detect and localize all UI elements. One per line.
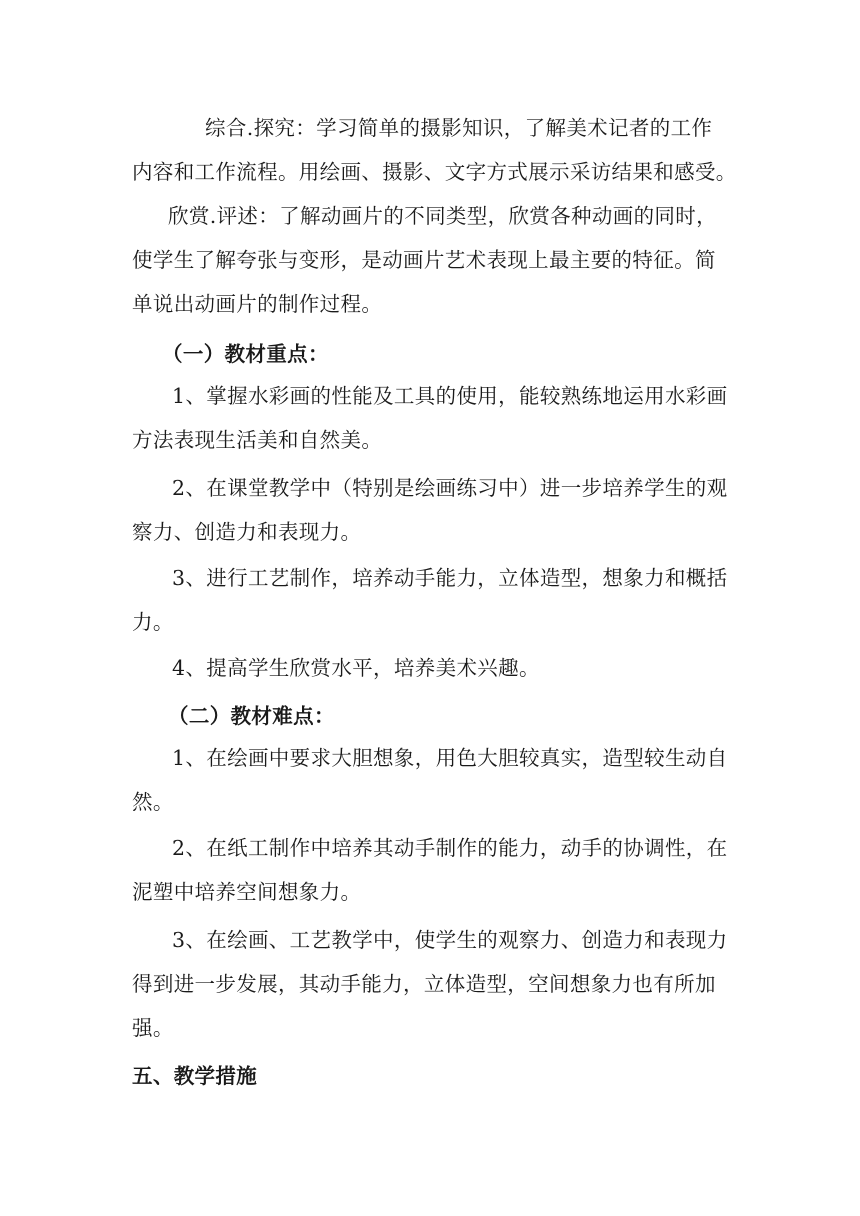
paragraph-line: 力。	[132, 610, 174, 634]
paragraph-line: 单说出动画片的制作过程。	[132, 292, 383, 316]
section-heading: （一）教材重点：	[162, 342, 329, 366]
paragraph-line: 1、掌握水彩画的性能及工具的使用，能较熟练地运用水彩画	[172, 384, 728, 408]
paragraph-line: 1、在绘画中要求大胆想象，用色大胆较真实，造型较生动自	[172, 746, 728, 770]
paragraph-line: 3、进行工艺制作，培养动手能力，立体造型，想象力和概括	[172, 566, 728, 590]
paragraph-line: 强。	[132, 1016, 174, 1040]
paragraph-line: 泥塑中培养空间想象力。	[132, 880, 362, 904]
paragraph-line: 得到进一步发展，其动手能力，立体造型，空间想象力也有所加	[132, 972, 716, 996]
section-heading: 五、教学措施	[132, 1064, 258, 1088]
paragraph-line: 察力、创造力和表现力。	[132, 520, 362, 544]
paragraph-line: 3、在绘画、工艺教学中，使学生的观察力、创造力和表现力	[172, 928, 728, 952]
paragraph-line: 2、在纸工制作中培养其动手制作的能力，动手的协调性，在	[172, 836, 728, 860]
paragraph-line: 欣赏.评述：了解动画片的不同类型，欣赏各种动画的同时，	[168, 204, 717, 228]
paragraph-line: 然。	[132, 790, 174, 814]
section-heading: （二）教材难点：	[168, 704, 335, 728]
paragraph-line: 使学生了解夸张与变形，是动画片艺术表现上最主要的特征。简	[132, 248, 716, 272]
paragraph-line: 4、提高学生欣赏水平，培养美术兴趣。	[172, 656, 540, 680]
paragraph-line: 综合.探究：学习简单的摄影知识，了解美术记者的工作	[205, 116, 713, 140]
paragraph-line: 方法表现生活美和自然美。	[132, 428, 383, 452]
paragraph-line: 2、在课堂教学中（特别是绘画练习中）进一步培养学生的观	[172, 476, 728, 500]
paragraph-line: 内容和工作流程。用绘画、摄影、文字方式展示采访结果和感受。	[132, 160, 737, 184]
